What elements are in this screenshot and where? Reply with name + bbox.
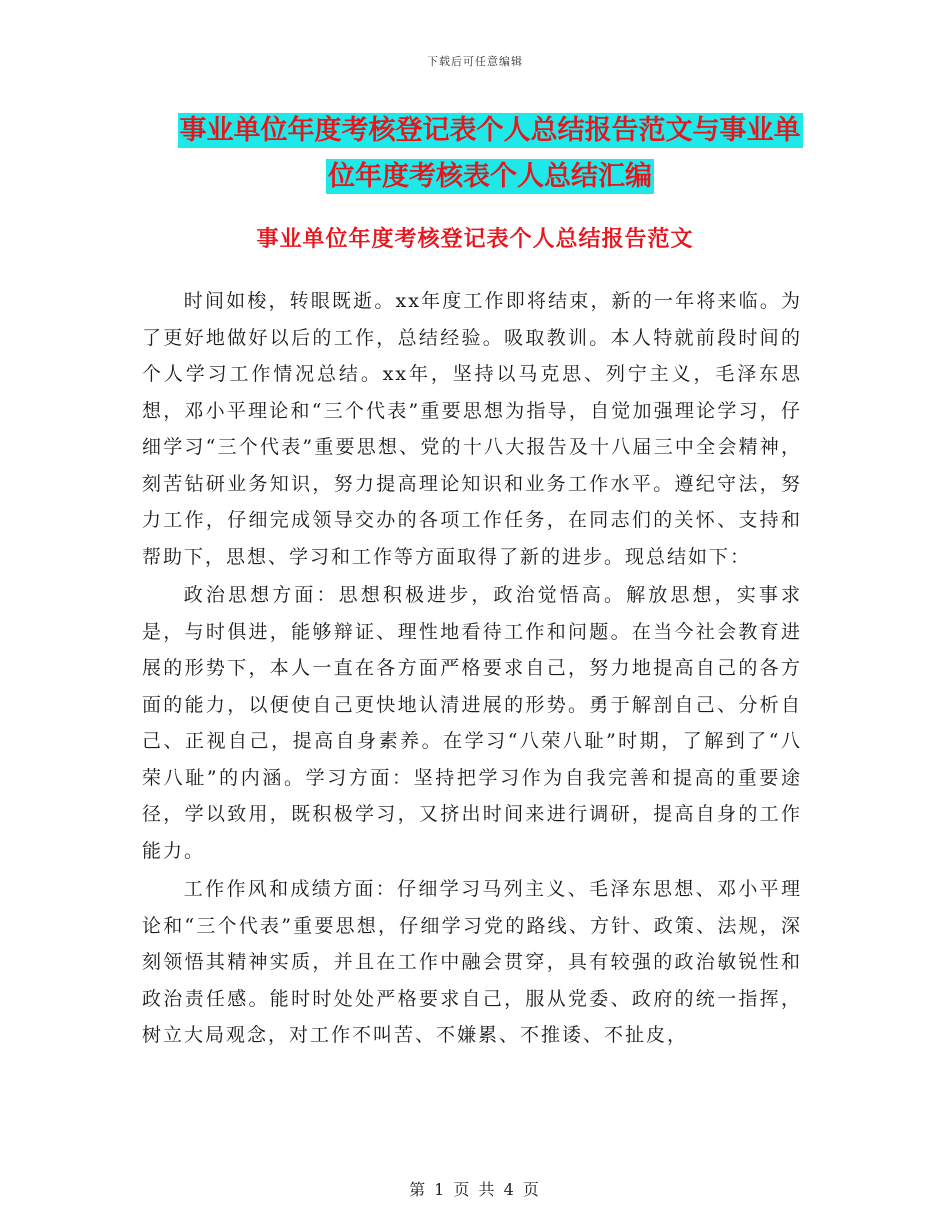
body-paragraph-1: 时间如梭，转眼既逝。xx年度工作即将结束，新的一年将来临。为了更好地做好以后的工作，总结经验。吸取教训。本人特就前段时间的个人学习工作情况总结。xx年，坚持以马克思、列宁主义，毛泽东思想，邓小平理论和“三个代表”重要思想为指导，自觉加强理论学习，仔细学习“三个代表”重要思想、党的十八大报告及十八届三中全会精神，刻苦钻研业务知识，努力提高理论知识和业务工作水平。遵纪守法，努力工作，仔细完成领导交办的各项工作任务，在同志们的关怀、支持和帮助下，思想、学习和工作等方面取得了新的进步。现总结如下： <box>142 290 802 568</box>
document-title <box>140 108 840 200</box>
document-body <box>142 283 802 1056</box>
page-header-note: 下载后可任意编辑 <box>427 55 523 68</box>
body-paragraph-3: 工作作风和成绩方面：仔细学习马列主义、毛泽东思想、邓小平理论和“三个代表”重要思想，仔细学习党的路线、方针、政策、法规，深刻领悟其精神实质，并且在工作中融会贯穿，具有较强的政治敏锐性和政治责任感。能时时处处严格要求自己，服从党委、政府的统一指挥，树立大局观念，对工作不叫苦、不嫌累、不推诿、不扯皮， <box>142 878 802 1046</box>
document-title-line-2: 位年度考核表个人总结汇编 <box>328 161 652 192</box>
section-title: 事业单位年度考核登记表个人总结报告范文 <box>256 227 694 252</box>
page-footer: 第 1 页 共 4 页 <box>409 1180 541 1199</box>
document-title-line-1: 事业单位年度考核登记表个人总结报告范文与事业单 <box>179 115 801 146</box>
body-paragraph-2: 政治思想方面：思想积极进步，政治觉悟高。解放思想，实事求是，与时俱进，能够辩证、理性地看待工作和问题。在当今社会教育进展的形势下，本人一直在各方面严格要求自己，努力地提高自己的各方面的能力，以便使自己更快地认清进展的形势。勇于解剖自己、分析自己、正视自己，提高自身素养。在学习“八荣八耻”时期，了解到了“八荣八耻”的内涵。学习方面：坚持把学习作为自我完善和提高的重要途径，学以致用，既积极学习，又挤出时间来进行调研，提高自身的工作能力。 <box>142 584 802 862</box>
